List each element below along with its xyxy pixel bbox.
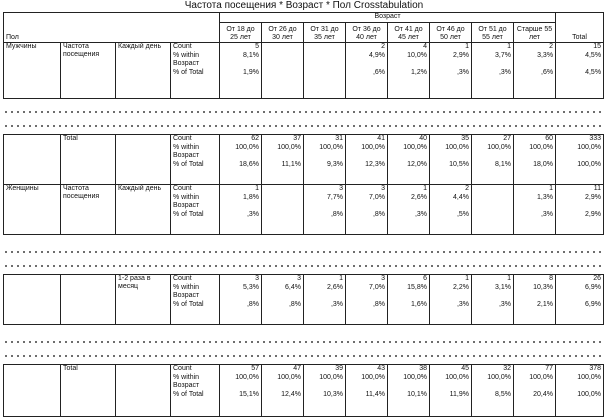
header-total-top [556,13,604,23]
within-value: 1,8% [243,194,259,201]
dotted-separator [3,264,603,268]
count-value: 1 [507,43,511,50]
value-cell [472,43,514,99]
count-value [264,43,301,52]
within-value: 6,9% [585,284,601,291]
of-total-value: 11,4% [365,391,385,398]
value-cell [220,43,262,99]
question-cell: Total [61,135,116,185]
of-total-value: ,3% [414,211,427,218]
count-value: 41 [377,135,385,142]
count-value: 5 [255,43,259,50]
of-total-value: ,3% [246,211,259,218]
header-age-2: От 31 до 35 лет [304,23,346,43]
within-value: 3,1% [495,284,511,291]
of-total-value: 20,4% [533,391,553,398]
count-value: 35 [461,135,469,142]
within-value: 100,0% [277,144,301,151]
within-value: 100,0% [445,144,469,151]
count-value [264,185,301,194]
header-blank [4,13,220,23]
of-total-value [264,211,301,220]
of-total-value: 10,3% [323,391,343,398]
gender-cell: Мужчины [4,43,61,99]
within-value: 2,6% [327,284,343,291]
within-value: 3,7% [495,52,511,59]
stat-labels [171,185,220,235]
gender-cell [4,135,61,185]
value-cell [430,135,472,185]
count-value: 40 [419,135,427,142]
value-cell [346,185,388,235]
answer-cell: Каждый день [116,185,171,235]
value-cell [472,185,514,235]
of-total-value: 8,1% [495,161,511,168]
total-value-cell [556,185,604,235]
table-row [4,135,604,185]
count-value: 1 [255,185,259,192]
value-cell [430,275,472,325]
header-age-5: От 46 до 50 лет [430,23,472,43]
crosstab-table-total-women [3,134,604,235]
within-value: 4,5% [585,52,602,59]
value-cell [472,135,514,185]
table-row [4,43,604,99]
count-value: 1 [465,275,469,282]
stat-labels [171,43,220,99]
within-value: 100,0% [529,374,553,381]
of-total-value: 12,0% [407,161,427,168]
count-value: 3 [297,275,301,282]
of-total-value: 10,5% [449,161,469,168]
value-cell [346,43,388,99]
gender-cell [4,365,61,417]
stat-of-total-label: % of Total [173,391,204,398]
within-value: 100,0% [319,144,343,151]
within-value: 7,0% [369,284,385,291]
question-cell [61,275,116,325]
of-total-value: ,3% [498,69,511,76]
count-value: 1 [549,185,553,192]
of-total-value [264,69,301,78]
value-cell [262,43,304,99]
total-value-cell [556,135,604,185]
count-value: 1 [465,43,469,50]
stat-count-label: Count [173,365,192,372]
count-value: 43 [377,365,385,372]
of-total-value: ,3% [540,211,553,218]
stat-within-label: % within Возраст [173,144,200,159]
count-value: 27 [503,135,511,142]
stat-count-label: Count [173,275,192,282]
of-total-value: ,8% [372,211,385,218]
value-cell [304,365,346,417]
count-value: 2 [381,43,385,50]
within-value: 100,0% [403,374,427,381]
stat-count-label: Count [173,43,192,50]
answer-cell [116,135,171,185]
gender-cell: Женщины [4,185,61,235]
within-value: 10,0% [407,52,427,59]
count-value: 39 [335,365,343,372]
value-cell [304,135,346,185]
crosstab-table-women-total [3,364,604,417]
value-cell [430,365,472,417]
count-value: 378 [589,365,601,372]
of-total-value: 11,9% [449,391,469,398]
value-cell [388,275,430,325]
within-value: 100,0% [361,374,385,381]
header-age-7: Старше 55 лет [514,23,556,43]
within-value: 100,0% [487,374,511,381]
of-total-value: 8,5% [495,391,511,398]
within-value: 100,0% [487,144,511,151]
value-cell [262,275,304,325]
value-cell [514,43,556,99]
within-value: 3,3% [537,52,554,59]
stat-count-label: Count [173,185,192,192]
header-age-1: От 26 до 30 лет [262,23,304,43]
count-value: 1 [339,275,343,282]
count-value: 3 [339,185,343,192]
value-cell [346,135,388,185]
of-total-value: 4,5% [585,69,602,76]
of-total-value: 1,2% [411,69,427,76]
count-value: 8 [549,275,553,282]
table-row [4,365,604,417]
dotted-separator [3,340,603,344]
of-total-value: ,5% [456,211,469,218]
count-value: 3 [381,275,385,282]
within-value: 100,0% [319,374,343,381]
count-value: 3 [381,185,385,192]
count-value: 1 [507,275,511,282]
of-total-value: 9,3% [327,161,343,168]
answer-cell: Каждый день [116,43,171,99]
value-cell [220,135,262,185]
count-value: 333 [589,135,601,142]
count-value: 45 [461,365,469,372]
value-cell [514,275,556,325]
within-value: 2,9% [585,194,601,201]
count-value: 3 [255,275,259,282]
count-value: 77 [545,365,553,372]
total-value-cell [556,43,604,99]
of-total-value [306,69,343,78]
of-total-value: 100,0% [577,161,601,168]
value-cell [388,365,430,417]
count-value: 2 [549,43,554,50]
within-value: 100,0% [403,144,427,151]
count-value: 2 [465,185,469,192]
stat-within-label: % within Возраст [173,52,200,67]
value-cell [388,185,430,235]
count-value: 4 [423,43,427,50]
header-total: Total [556,23,604,43]
answer-cell [116,365,171,417]
stat-of-total-label: % of Total [173,301,204,308]
stat-within-label: % within Возраст [173,284,200,299]
value-cell [220,365,262,417]
value-cell [304,185,346,235]
of-total-value: 1,6% [411,301,427,308]
of-total-value: 12,3% [365,161,385,168]
count-value: 38 [419,365,427,372]
of-total-value: ,3% [498,301,511,308]
of-total-value: ,8% [288,301,301,308]
within-value: 1,3% [537,194,553,201]
dotted-separator [3,110,603,114]
stat-of-total-label: % of Total [173,69,204,76]
table-title: Частота посещения * Возраст * Пол Crosstabulation [184,0,424,11]
within-value [474,194,511,211]
stat-labels [171,135,220,185]
dotted-separator [3,354,603,358]
question-cell: Частота посещения [61,185,116,235]
count-value: 1 [423,185,427,192]
within-value: 100,0% [529,144,553,151]
of-total-value: 18,6% [239,161,259,168]
value-cell [262,185,304,235]
within-value: 8,1% [243,52,259,59]
value-cell [304,43,346,99]
within-value: 10,3% [533,284,553,291]
value-cell [220,275,262,325]
within-value: 15,8% [407,284,427,291]
count-value: 11 [593,185,601,192]
header-age-6: От 51 до 55 лет [472,23,514,43]
within-value: 2,2% [453,284,469,291]
count-value: 15 [593,43,602,50]
within-value [264,52,301,69]
count-value: 26 [593,275,601,282]
value-cell [514,365,556,417]
within-value: 100,0% [235,374,259,381]
within-value: 100,0% [445,374,469,381]
count-value: 47 [293,365,301,372]
within-value: 7,7% [327,194,343,201]
of-total-value [474,211,511,220]
header-age-3: От 36 до 40 лет [346,23,388,43]
count-value: 32 [503,365,511,372]
header-pol: Пол [4,23,220,43]
stat-count-label: Count [173,135,192,142]
of-total-value: ,6% [372,69,385,76]
value-cell [346,365,388,417]
value-cell [514,185,556,235]
count-value: 37 [293,135,301,142]
within-value: 2,9% [453,52,469,59]
count-value: 6 [423,275,427,282]
gender-cell [4,275,61,325]
stat-of-total-label: % of Total [173,211,204,218]
of-total-value: 10,1% [407,391,427,398]
of-total-value: ,3% [456,69,469,76]
of-total-value: 2,1% [537,301,553,308]
crosstab-table-monthly [3,274,604,325]
total-value-cell [556,275,604,325]
total-value-cell [556,365,604,417]
within-value: 2,6% [411,194,427,201]
stat-within-label: % within Возраст [173,374,200,389]
value-cell [304,275,346,325]
within-value: 100,0% [277,374,301,381]
within-value: 4,4% [453,194,469,201]
value-cell [220,185,262,235]
stat-within-label: % within Возраст [173,194,200,209]
of-total-value: ,6% [541,69,554,76]
within-value [306,52,343,69]
value-cell [388,135,430,185]
of-total-value: 1,9% [243,69,259,76]
count-value: 57 [251,365,259,372]
table-row [4,185,604,235]
within-value: 100,0% [577,144,601,151]
within-value: 7,0% [369,194,385,201]
within-value [264,194,301,211]
stat-of-total-label: % of Total [173,161,204,168]
table-row [4,275,604,325]
within-value: 4,9% [369,52,385,59]
of-total-value: ,3% [330,301,343,308]
within-value: 100,0% [235,144,259,151]
value-cell [388,43,430,99]
of-total-value: 15,1% [239,391,259,398]
header-vozrast: Возраст [220,13,556,23]
value-cell [262,135,304,185]
crosstab-table-men [3,12,604,99]
header-age-4: От 41 до 45 лет [388,23,430,43]
of-total-value: 18,0% [533,161,553,168]
value-cell [262,365,304,417]
value-cell [472,365,514,417]
dotted-separator [3,124,603,128]
of-total-value: 11,1% [281,161,301,168]
within-value: 6,4% [285,284,301,291]
answer-cell: 1-2 раза в месяц [116,275,171,325]
stat-labels [171,275,220,325]
of-total-value: ,8% [372,301,385,308]
count-value: 60 [545,135,553,142]
of-total-value: ,3% [456,301,469,308]
count-value [306,43,343,52]
value-cell [430,185,472,235]
value-cell [430,43,472,99]
within-value: 100,0% [577,374,601,381]
within-value: 100,0% [361,144,385,151]
of-total-value: 12,4% [281,391,301,398]
question-cell: Total [61,365,116,417]
question-cell: Частота посещения [61,43,116,99]
dotted-separator [3,250,603,254]
of-total-value: 6,9% [585,301,601,308]
stat-labels [171,365,220,417]
of-total-value: ,8% [330,211,343,218]
within-value: 5,3% [243,284,259,291]
count-value: 62 [251,135,259,142]
value-cell [472,275,514,325]
of-total-value: 2,9% [585,211,601,218]
value-cell [346,275,388,325]
of-total-value: 100,0% [577,391,601,398]
count-value [474,185,511,194]
header-age-0: От 18 до 25 лет [220,23,262,43]
count-value: 31 [335,135,343,142]
value-cell [514,135,556,185]
of-total-value: ,8% [246,301,259,308]
